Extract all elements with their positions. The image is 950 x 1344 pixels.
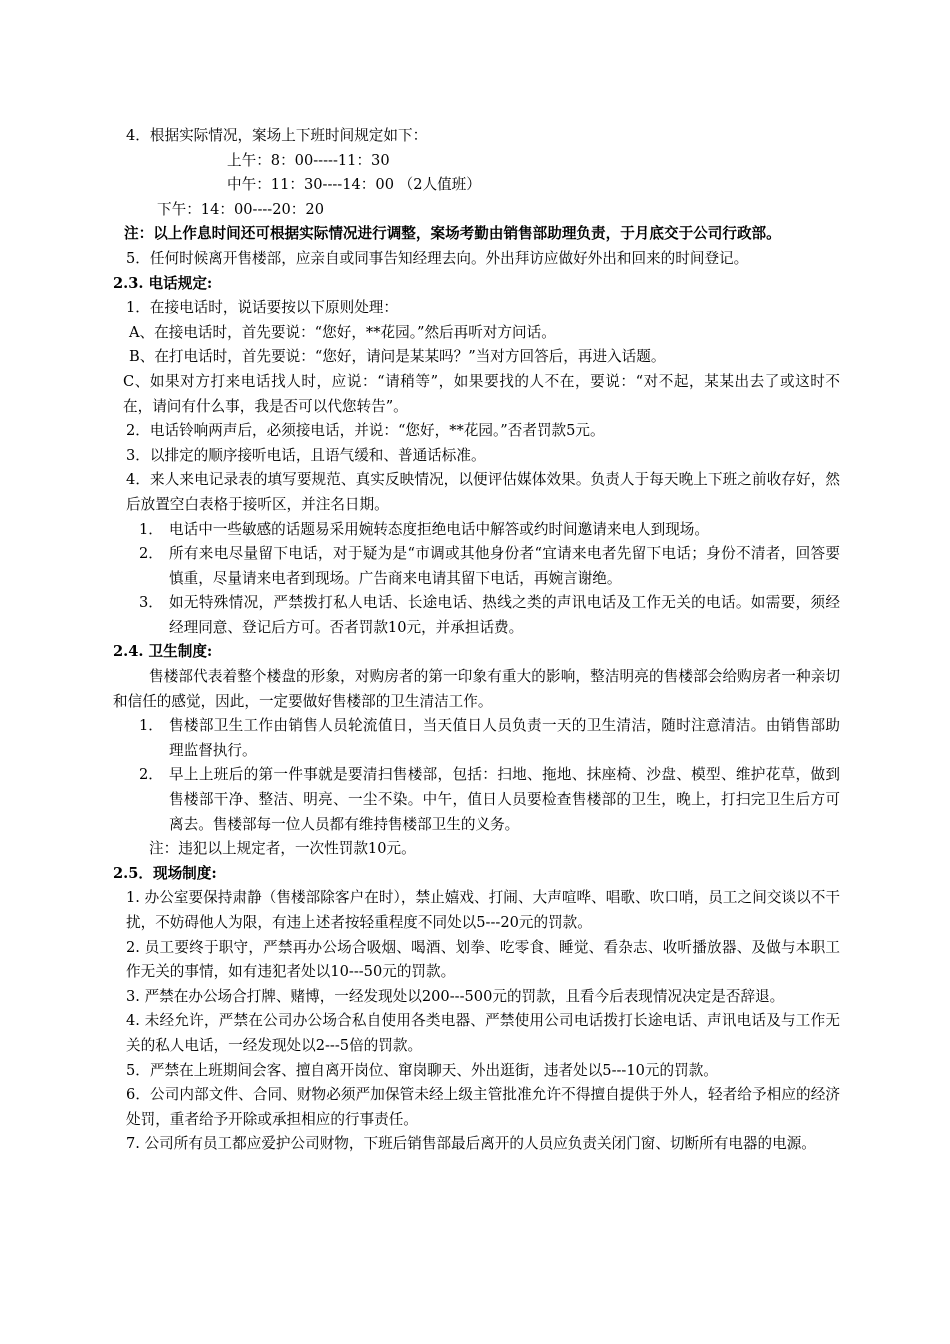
work-hours-intro: 4．根据实际情况，案场上下班时间规定如下： <box>126 127 428 144</box>
afternoon-hours: 下午：14：00----20：20 <box>157 200 324 218</box>
phone-item-4: 4．来人来电记录表的填写要规范、真实反映情况，以便评估媒体效果。负责人于每天晚上下班之前收存好，然后放置空白表格于接听区，并注名日期。 <box>126 471 840 513</box>
phone-sub-item <box>113 591 840 640</box>
phone-rule-c: C、如果对方打来电话找人时，应说：“请稍等”，如果要找的人不在，要说：“对不起，某某出去了或这时不在，请问有什么事，我是否可以代您转告”。 <box>123 372 840 415</box>
hygiene-note: 注：违犯以上规定者，一次性罚款10元。 <box>149 840 416 858</box>
hygiene-intro: 售楼部代表着整个楼盘的形象，对购房者的第一印象有重大的影响，整洁明亮的售楼部会给购房者一种亲切和信任的感觉，因此，一定要做好售楼部的卫生清洁工作。 <box>113 668 840 710</box>
phone-item-2: 2．电话铃响两声后，必须接电话，并说：“您好，**花园。”否者罚款5元。 <box>126 422 605 440</box>
list-number: 2． <box>139 545 163 563</box>
list-text: 售楼部卫生工作由销售人员轮流值日，当天值日人员负责一天的卫生清洁，随时注意清洁。由销售部助理监督执行。 <box>169 717 840 759</box>
site-rule: 1. 办公室要保持肃静（售楼部除客户在时），禁止嬉戏、打闹、大声喧哗、唱歌、吹口哨，员工之间交谈以不干扰，不妨碍他人为限，有违上述者按轻重程度不同处以5---20元的罚款。 <box>126 889 840 931</box>
site-rule: 6．公司内部文件、合同、财物必须严加保管未经上级主管批准允许不得擅自提供于外人，轻者给予相应的经济处罚，重者给予开除或承担相应的行事责任。 <box>126 1086 840 1128</box>
phone-item-3: 3．以排定的顺序接听电话，且语气缓和、普通话标准。 <box>126 446 486 464</box>
hygiene-sub-item <box>113 714 840 763</box>
list-number: 1． <box>139 717 163 735</box>
section-heading-site: 2.5．现场制度: <box>113 864 217 882</box>
site-rule: 5．严禁在上班期间会客、擅自离开岗位、窜岗聊天、外出逛街，违者处以5---10元的罚款。 <box>126 1061 718 1079</box>
site-rule: 7. 公司所有员工都应爱护公司财物，下班后销售部最后离开的人员应负责关闭门窗、切断所有电器的电源。 <box>126 1135 816 1153</box>
work-hours-note: 注：以上作息时间还可根据实际情况进行调整，案场考勤由销售部助理负责，于月底交于公司行政部。 <box>124 225 781 243</box>
morning-hours: 上午：8：00-----11：30 <box>227 151 390 169</box>
list-number: 3． <box>139 594 163 612</box>
document-page <box>113 124 840 1157</box>
list-number: 1． <box>139 520 163 538</box>
work-hours-item-5: 5．任何时候离开售楼部，应亲自或同事告知经理去向。外出拜访应做好外出和回来的时间登记。 <box>126 249 749 267</box>
site-rule: 3. 严禁在办公场合打牌、赌博，一经发现处以200---500元的罚款，且看今后表现情况决定是否辞退。 <box>126 987 785 1005</box>
list-text: 所有来电尽量留下电话，对于疑为是“市调或其他身份者“宜请来电者先留下电话；身份不清者，回答要慎重，尽量请来电者到现场。广告商来电请其留下电话，再婉言谢绝。 <box>169 545 840 587</box>
phone-sub-item <box>113 518 840 543</box>
section-heading-phone: 2.3. 电话规定: <box>113 274 213 292</box>
list-text: 如无特殊情况，严禁拨打私人电话、长途电话、热线之类的声讯电话及工作无关的电话。如需要，须经经理同意、登记后方可。否者罚款10元，并承担话费。 <box>169 594 840 636</box>
site-rule: 4. 未经允许，严禁在公司办公场合私自使用各类电器、严禁使用公司电话拨打长途电话、声讯电话及与工作无关的私人电话，一经发现处以2---5倍的罚款。 <box>126 1012 840 1054</box>
noon-hours: 中午：11：30----14：00 （2人值班） <box>227 176 481 194</box>
list-text: 电话中一些敏感的话题易采用婉转态度拒绝电话中解答或约时间邀请来电人到现场。 <box>169 520 709 538</box>
site-rule: 2. 员工要终于职守，严禁再办公场合吸烟、喝酒、划拳、吃零食、睡觉、看杂志、收听播放器、及做与本职工作无关的事情，如有违犯者处以10---50元的罚款。 <box>126 938 840 981</box>
phone-rule-a: A、在接电话时，首先要说：“您好，**花园。”然后再听对方问话。 <box>129 323 556 341</box>
phone-rule-b: B、在打电话时，首先要说：“您好，请问是某某吗？”当对方回答后，再进入话题。 <box>129 348 666 366</box>
section-heading-hygiene: 2.4. 卫生制度: <box>113 643 213 661</box>
phone-item-1: 1．在接电话时，说话要按以下原则处理： <box>126 299 398 317</box>
list-number: 2． <box>139 766 163 784</box>
list-text: 早上上班后的第一件事就是要清扫售楼部，包括：扫地、拖地、抹座椅、沙盘、模型、维护花草，做到售楼部干净、整洁、明亮、一尘不染。中午，值日人员要检查售楼部的卫生，晚上，打扫完卫生后方可离去。售楼部每一位人员都有维持售楼部卫生的义务。 <box>169 766 840 833</box>
phone-sub-item <box>113 542 840 591</box>
hygiene-sub-item <box>113 763 840 837</box>
